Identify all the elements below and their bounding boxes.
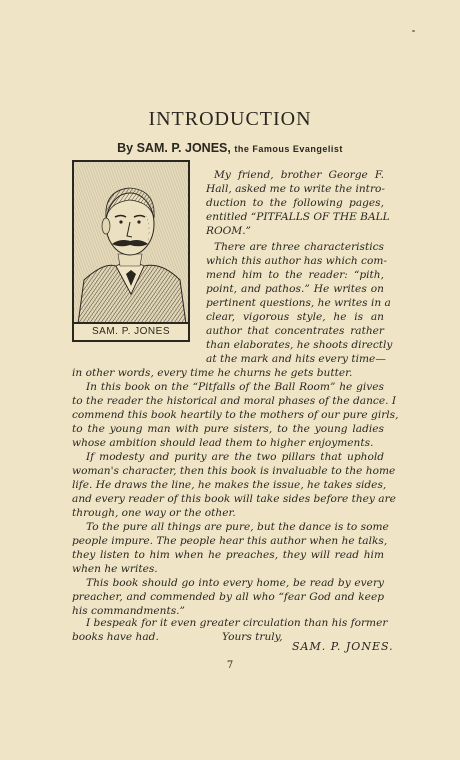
- text-line: to the young man with pure sisters, to the young ladies: [72, 423, 384, 435]
- text-line: life. He draws the line, he makes the issue, he takes sides,: [72, 479, 387, 491]
- text-line: people impure. The people hear this author when he talks,: [72, 535, 388, 547]
- text-line: duction to the following pages,: [206, 197, 384, 209]
- text-line: to the reader the historical and moral phases of the dance. I: [72, 395, 397, 407]
- text-line: they listen to him when he preaches, they will read him: [72, 549, 384, 561]
- text-line: clear, vigorous style, he is an: [206, 311, 384, 323]
- text-line: To the pure all things are pure, but the dance is to some: [86, 521, 389, 533]
- text-line: Yours truly,: [222, 631, 283, 643]
- byline: [0, 141, 460, 155]
- portrait-illustration: [74, 162, 188, 324]
- text-line: entitled “PITFALLS OF THE BALL: [206, 211, 390, 223]
- text-line: through, one way or the other.: [72, 507, 236, 519]
- text-line: There are three characteristics: [214, 241, 384, 253]
- portrait-caption: SAM. P. JONES: [74, 322, 188, 340]
- text-line: his commandments.”: [72, 605, 185, 617]
- text-line: in other words, every time he churns he gets butter.: [72, 367, 353, 379]
- portrait-engraving: [72, 160, 190, 342]
- text-line: books have had.: [72, 631, 159, 643]
- text-line: pertinent questions, he writes in a: [206, 297, 391, 309]
- text-line: and every reader of this book will take sides before they are: [72, 493, 396, 505]
- text-line: author that concentrates rather: [206, 325, 384, 337]
- text-line: commend this book heartily to the mothers of our pure girls,: [72, 409, 399, 421]
- text-line: This book should go into every home, be read by every: [86, 577, 384, 589]
- text-line: mend him to the reader: “pith,: [206, 269, 384, 281]
- signature: SAM. P. JONES.: [292, 640, 394, 653]
- byline-author: By SAM. P. JONES,: [117, 141, 231, 155]
- text-line: In this book on the “Pitfalls of the Ball Room” he gives: [86, 381, 384, 393]
- byline-descriptor: the Famous Evangelist: [234, 144, 343, 154]
- text-line: point, and pathos.” He writes on: [206, 283, 384, 295]
- text-line: My friend, brother George F.: [214, 169, 384, 181]
- text-line: when he writes.: [72, 563, 158, 575]
- page-title: INTRODUCTION: [148, 108, 312, 130]
- text-line: which this author has which com-: [206, 255, 387, 267]
- page-number: 7: [226, 660, 234, 671]
- text-line: at the mark and hits every time—: [206, 353, 386, 365]
- text-line: Hall, asked me to write the intro-: [206, 183, 385, 195]
- text-line: whose ambition should lead them to higher enjoyments.: [72, 437, 374, 449]
- text-line: If modesty and purity are the two pillars that uphold: [86, 451, 384, 463]
- text-line: ROOM.”: [206, 225, 251, 237]
- text-line: I bespeak for it even greater circulation than his former: [86, 617, 388, 629]
- text-line: than elaborates, he shoots directly: [206, 339, 393, 351]
- text-line: preacher, and commended by all who “fear God and keep: [72, 591, 384, 603]
- text-line: woman's character, then this book is invaluable to the home: [72, 465, 396, 477]
- page-speck: [412, 30, 415, 32]
